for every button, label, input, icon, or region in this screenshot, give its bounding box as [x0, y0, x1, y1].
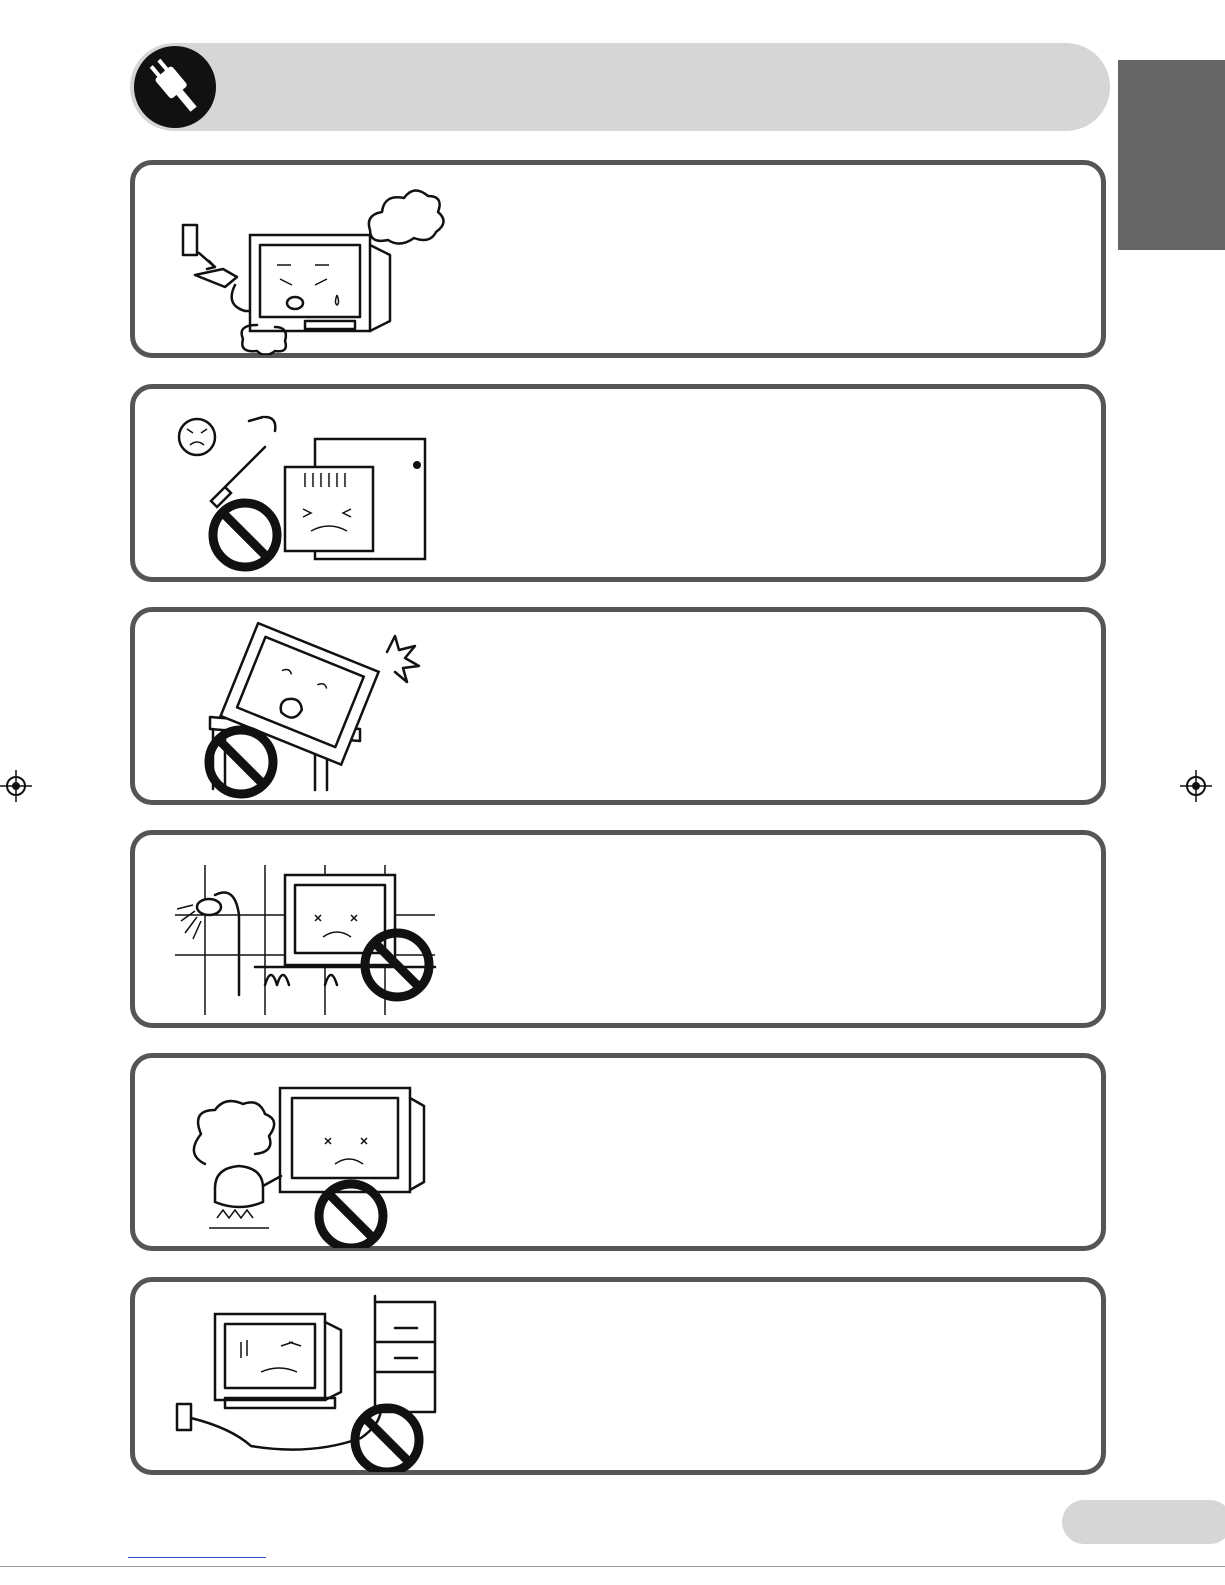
tv-smoke-unplug-illustration	[165, 175, 445, 355]
panel-text-area	[455, 632, 1081, 780]
panel-text-area	[455, 409, 1081, 557]
registration-mark-icon	[1180, 770, 1212, 802]
plug-icon	[134, 46, 216, 128]
tv-kettle-steam-illustration	[165, 1068, 445, 1248]
tv-falling-unstable-stand-illustration	[165, 622, 445, 802]
chapter-tab	[1118, 60, 1225, 250]
footer-link-underline[interactable]	[128, 1557, 266, 1558]
panel-text-area	[455, 185, 1081, 333]
tv-power-cord-furniture-illustration	[165, 1292, 445, 1472]
panel-text-area	[455, 855, 1081, 1003]
safety-panel-1	[130, 160, 1106, 358]
footer-rule	[0, 1566, 1225, 1567]
safety-panel-5	[130, 1053, 1106, 1251]
safety-panel-4	[130, 830, 1106, 1028]
tv-back-cover-screwdriver-illustration	[165, 399, 445, 579]
section-header-bar	[130, 43, 1110, 131]
page-number-oval	[1062, 1500, 1225, 1544]
tv-bathroom-water-illustration	[165, 845, 445, 1025]
safety-panel-3	[130, 607, 1106, 805]
panel-text-area	[455, 1302, 1081, 1450]
safety-panel-2	[130, 384, 1106, 582]
panel-text-area	[455, 1078, 1081, 1226]
registration-mark-icon	[0, 770, 32, 802]
safety-panel-6	[130, 1277, 1106, 1475]
